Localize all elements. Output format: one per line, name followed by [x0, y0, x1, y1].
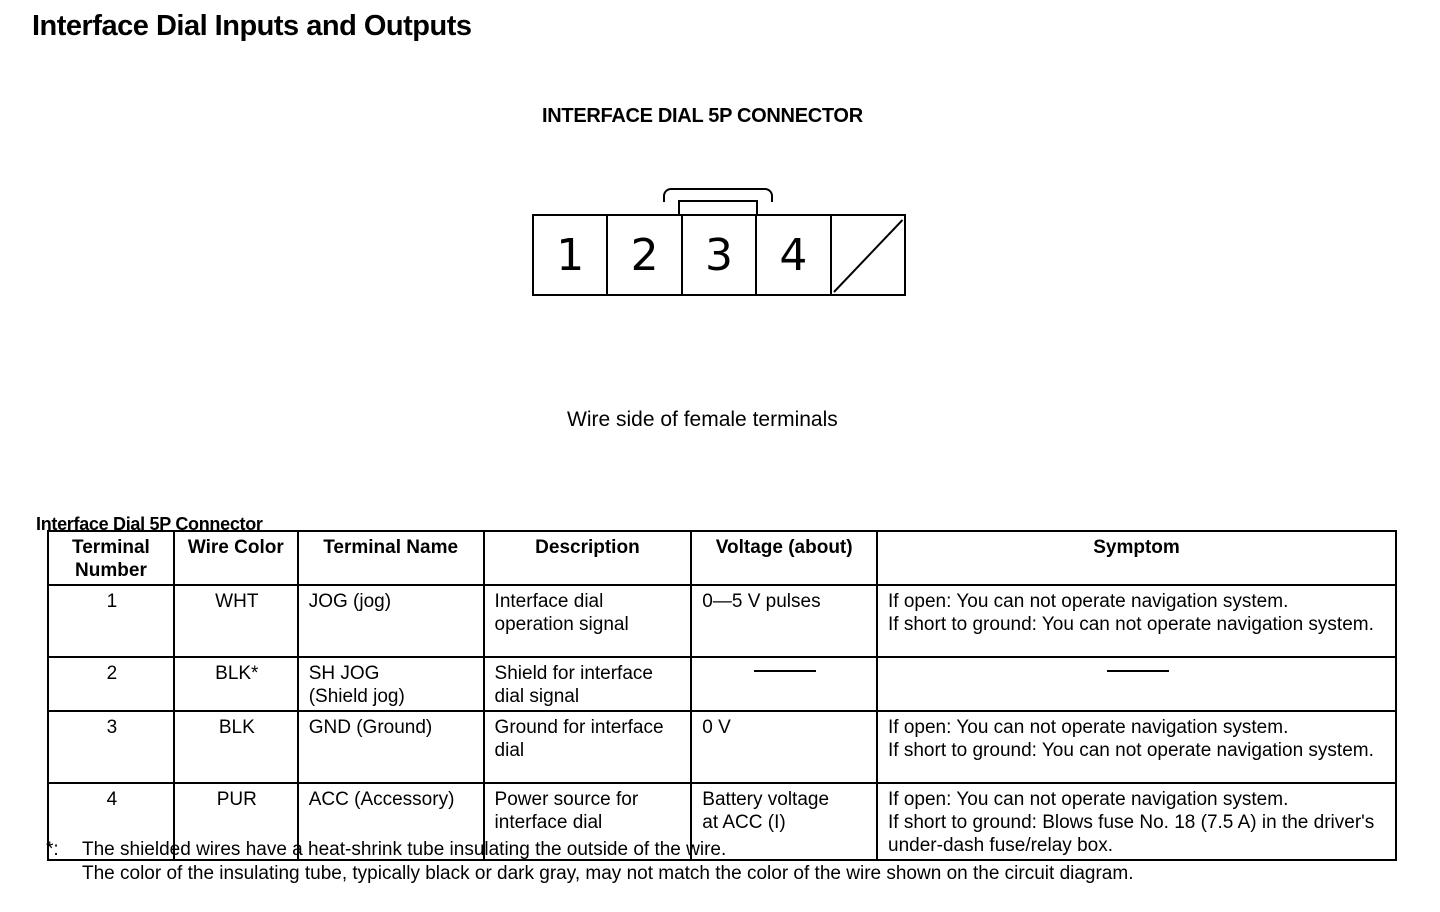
symptom-short: If short to ground: You can not operate navigation system.: [888, 740, 1374, 761]
cell-symptom: [877, 657, 1396, 711]
symptom-open: If open: You can not operate navigation system.: [888, 591, 1289, 612]
cell-terminal-name: JOG (jog): [298, 585, 484, 657]
cell-symptom: [877, 711, 1396, 783]
footnote: [46, 838, 1134, 886]
symptom-short: If short to ground: Blows fuse No. 18 (7.5 A) in the driver's under-dash fuse/relay box.: [888, 812, 1375, 856]
connector-diagram: [532, 188, 906, 298]
footnote-text-1: The shielded wires have a heat-shrink tube insulating the outside of the wire.: [82, 839, 727, 860]
connector-pin-2: 2: [608, 216, 682, 294]
header-terminal-name: Terminal Name: [298, 531, 484, 585]
header-wire-color: Wire Color: [174, 531, 298, 585]
not-applicable-dash: [754, 670, 816, 672]
connector-caption: Wire side of female terminals: [567, 408, 838, 431]
table-row: [48, 657, 1396, 711]
terminal-table: [47, 530, 1397, 861]
cell-symptom: [877, 585, 1396, 657]
cell-wire-color: WHT: [174, 585, 298, 657]
cell-terminal-name: GND (Ground): [298, 711, 484, 783]
cell-terminal: 1: [48, 585, 174, 657]
table-title: Interface Dial 5P Connector: [36, 514, 263, 534]
cell-terminal: 3: [48, 711, 174, 783]
voltage-line-2: at ACC (I): [702, 812, 786, 833]
page-title: Interface Dial Inputs and Outputs: [32, 10, 472, 42]
header-terminal-number: Terminal Number: [48, 531, 174, 585]
table-row: [48, 585, 1396, 657]
table-row: [48, 711, 1396, 783]
connector-pin-1: 1: [534, 216, 608, 294]
connector-pin-3: 3: [683, 216, 757, 294]
connector-pin-4: 4: [757, 216, 831, 294]
cell-terminal-name: [298, 657, 484, 711]
footnote-mark: *:: [46, 839, 59, 860]
not-applicable-dash: [1107, 670, 1169, 672]
symptom-short: If short to ground: You can not operate navigation system.: [888, 614, 1374, 635]
cell-voltage: 0—5 V pulses: [691, 585, 877, 657]
cell-description: Shield for interface dial signal: [484, 657, 692, 711]
terminal-name-line-1: SH JOG: [308, 663, 380, 684]
footnote-line-1: [46, 838, 1134, 862]
symptom-open: If open: You can not operate navigation system.: [888, 789, 1289, 810]
voltage-line-1: Battery voltage: [702, 789, 830, 810]
cell-voltage: 0 V: [691, 711, 877, 783]
cell-wire-color: BLK*: [174, 657, 298, 711]
header-description: Description: [484, 531, 692, 585]
cell-voltage: [691, 657, 877, 711]
cell-terminal-name: ACC (Accessory): [298, 783, 484, 860]
header-voltage: Voltage (about): [691, 531, 877, 585]
footnote-line-2: The color of the insulating tube, typically black or dark gray, may not match the color of the wire shown on the circuit diagram.: [82, 863, 1134, 884]
symptom-open: If open: You can not operate navigation system.: [888, 717, 1289, 738]
cell-wire-color: BLK: [174, 711, 298, 783]
cell-description: Ground for interface dial: [484, 711, 692, 783]
connector-body: [532, 214, 906, 296]
cell-description: Interface dial operation signal: [484, 585, 692, 657]
cell-terminal: 2: [48, 657, 174, 711]
cell-terminal: 4: [48, 783, 174, 860]
connector-pin-unused: [832, 216, 904, 294]
terminal-name-line-2: (Shield jog): [308, 686, 405, 707]
connector-title: INTERFACE DIAL 5P CONNECTOR: [542, 105, 863, 127]
header-symptom: Symptom: [877, 531, 1396, 585]
table-header-row: [48, 531, 1396, 585]
cell-description: Power source for interface dial: [484, 783, 692, 860]
unused-cavity-slash-icon: [832, 216, 904, 294]
cell-wire-color: PUR: [174, 783, 298, 860]
